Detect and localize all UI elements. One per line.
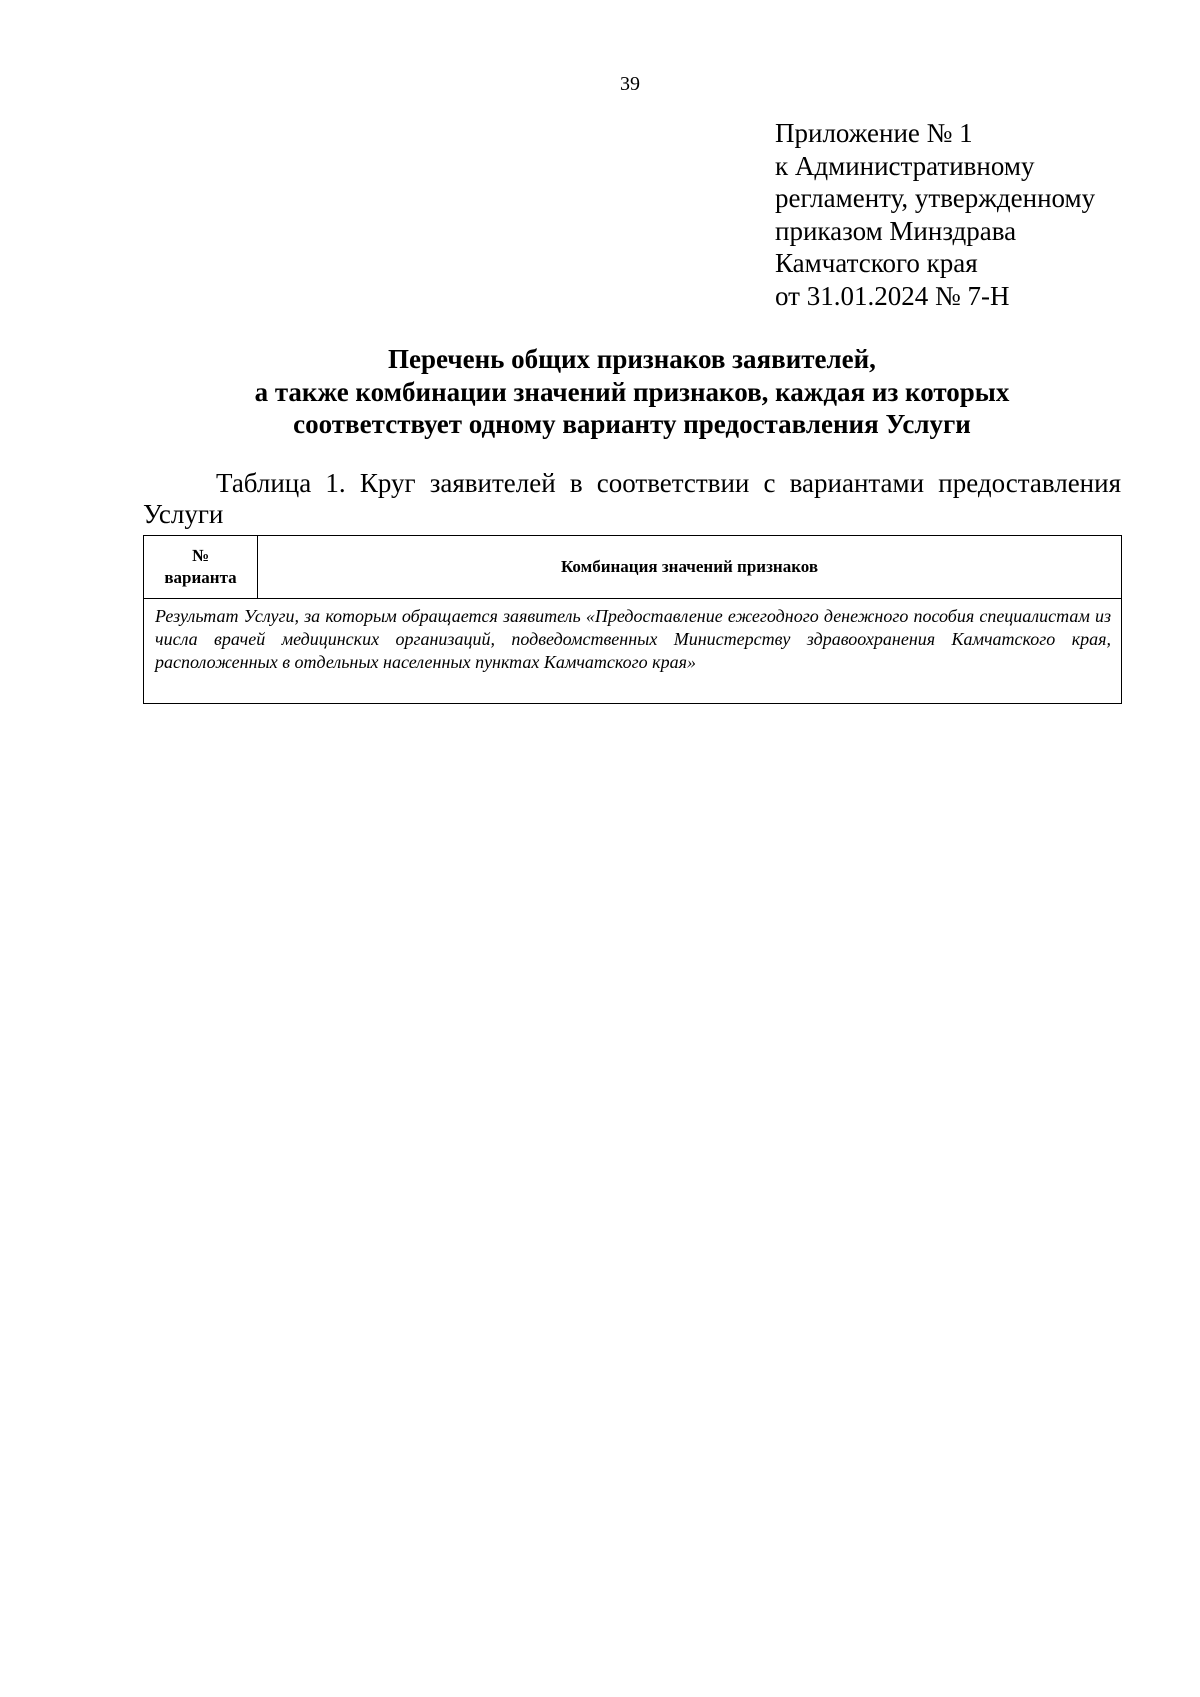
appendix-line: от 31.01.2024 № 7-Н xyxy=(775,280,1010,311)
appendix-line: Камчатского края xyxy=(775,248,978,278)
appendix-line: Приложение № 1 xyxy=(775,118,973,148)
table-caption: Таблица 1. Круг заявителей в соответствии с вариантами предоставления Услуги xyxy=(143,468,1121,529)
applicants-table xyxy=(143,535,1122,704)
combination-header: Комбинация значений признаков xyxy=(258,536,1122,599)
variant-number-header-label: варианта xyxy=(164,568,237,587)
appendix-line: регламенту, утвержденному xyxy=(775,183,1096,213)
variant-number-header xyxy=(144,536,258,599)
service-result-cell: Результат Услуги, за которым обращается заявитель «Предоставление ежегодного денежного пособия специалистам из числа врачей медицинских организаций, подведомственных Министерству здравоохранения Камчатского края, расположенных в отдельных населенных пунктах Камчатского края» xyxy=(144,599,1122,704)
page-number: 39 xyxy=(620,73,640,95)
appendix-line: приказом Минздрава xyxy=(775,215,1017,246)
table-header-row xyxy=(144,536,1122,599)
document-title-line: Перечень общих признаков заявителей, xyxy=(388,344,876,374)
appendix-line: к Административному xyxy=(775,150,1035,181)
table-row xyxy=(144,599,1122,704)
document-title-line: соответствует одному варианту предоставления Услуги xyxy=(293,409,971,439)
document-title-line: а также комбинации значений признаков, каждая из которых xyxy=(254,376,1010,407)
variant-number-header-symbol: № xyxy=(191,546,210,565)
document-title xyxy=(143,343,1121,441)
appendix-reference xyxy=(775,117,1095,312)
